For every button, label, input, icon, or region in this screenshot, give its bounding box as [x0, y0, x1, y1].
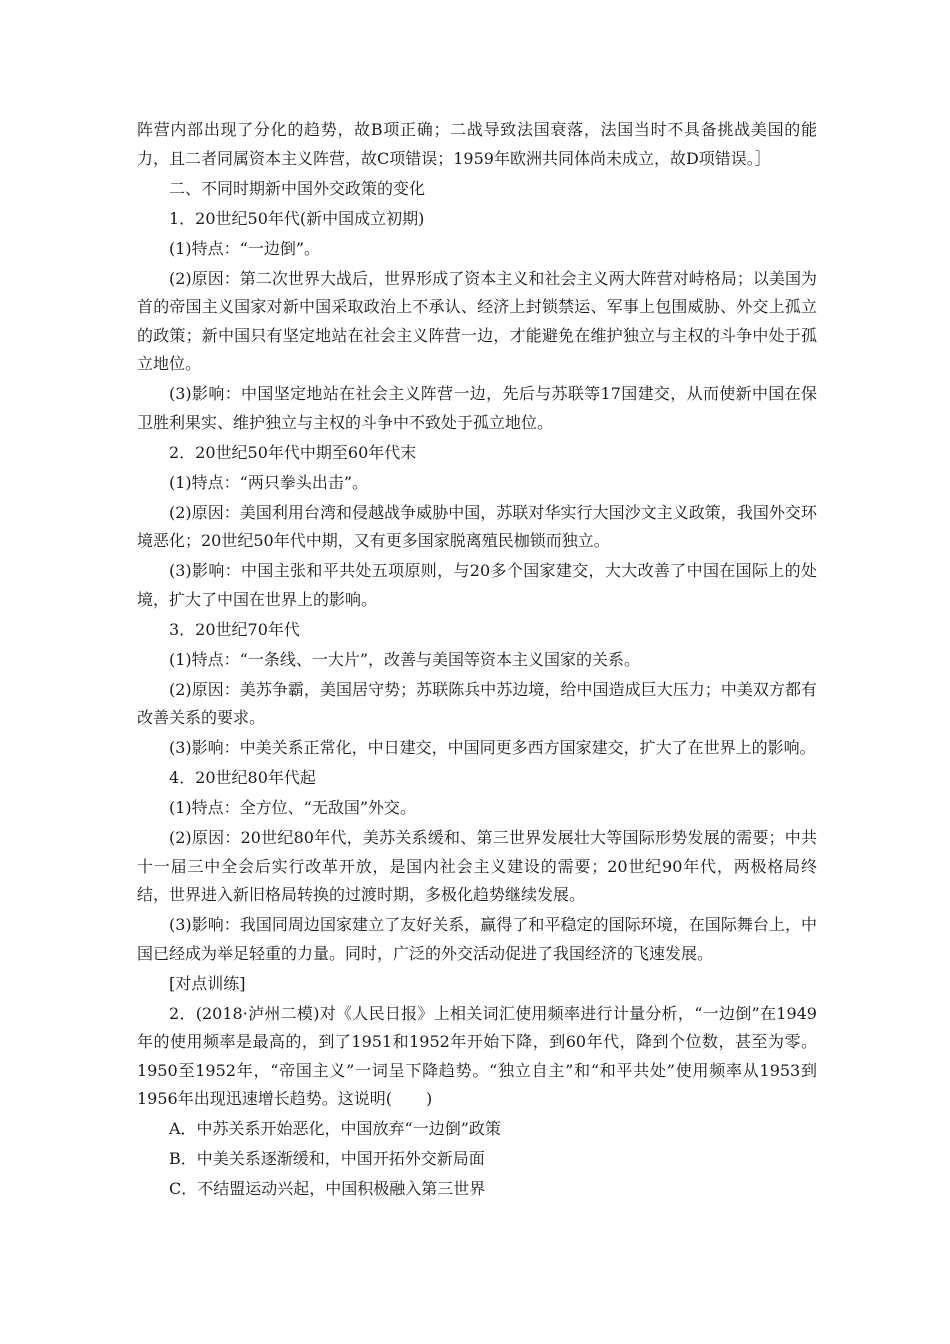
period-reason: (2)原因：美国利用台湾和侵越战争威胁中国，苏联对华实行大国沙文主义政策，我国外交环境恶化；20世纪50年代中期，又有更多国家脱离殖民枷锁而独立。	[137, 502, 817, 550]
period-heading: 2．20世纪50年代中期至60年代末	[169, 442, 417, 462]
period-4	[137, 764, 817, 968]
period-reason: (2)原因：20世纪80年代，美苏关系缓和、第三世界发展壮大等国际形势发展的需要；中共十一届三中全会后实行改革开放，是国内社会主义建设的需要；20世纪90年代，两极格局终结，世界进入新旧格局转换的过渡时期，多极化趋势继续发展。	[137, 828, 817, 904]
practice-label: [对点训练]	[169, 973, 246, 993]
period-feature: (1)特点：“两只拳头出击”。	[169, 472, 369, 492]
practice-question	[137, 1000, 817, 1114]
period-feature: (1)特点：全方位、“无敌国”外交。	[169, 798, 417, 817]
period-reason: (2)原因：第二次世界大战后，世界形成了资本主义和社会主义两大阵营对峙格局；以美国为首的帝国主义国家对新中国采取政治上不承认、经济上封锁禁运、军事上包围威胁、外交上孤立的政策；新中国只有坚定地站在社会主义阵营一边，才能避免在维护独立与主权的斗争中处于孤立地位。	[137, 268, 817, 373]
question-close: )	[425, 1089, 433, 1108]
period-impact: (3)影响：中美关系正常化，中日建交，中国同更多西方国家建交，扩大了在世界上的影响。	[169, 738, 816, 757]
period-1	[137, 205, 817, 438]
period-heading: 1．20世纪50年代(新中国成立初期)	[169, 208, 425, 228]
period-heading: 4．20世纪80年代起	[169, 768, 316, 787]
section-title: 二、不同时期新中国外交政策的变化	[169, 178, 426, 198]
period-reason: (2)原因：美苏争霸，美国居守势；苏联陈兵中苏边境，给中国造成巨大压力；中美双方都有改善关系的要求。	[137, 679, 817, 727]
option-a: A．中苏关系开始恶化，中国放弃“一边倒”政策	[169, 1119, 501, 1138]
answer-options	[137, 1115, 817, 1204]
period-impact: (3)影响：中国主张和平共处五项原则，与20多个国家建交，大大改善了中国在国际上的处境，扩大了中国在世界上的影响。	[137, 561, 817, 609]
option-b: B．中美关系逐渐缓和，中国开拓外交新局面	[169, 1149, 485, 1168]
period-heading: 3．20世纪70年代	[169, 619, 300, 639]
period-feature: (1)特点：“一边倒”。	[169, 238, 321, 258]
previous-answer-continuation: 阵营内部出现了分化的趋势，故B项正确；二战导致法国衰落，法国当时不具备挑战美国的能力，且二者同属资本主义阵营，故C项错误；1959年欧洲共同体尚未成立，故D项错误。］	[137, 120, 817, 168]
period-feature: (1)特点：“一条线、一大片”，改善与美国等资本主义国家的关系。	[169, 649, 641, 669]
period-impact: (3)影响：中国坚定地站在社会主义阵营一边，先后与苏联等17国建交，从而使新中国在保卫胜利果实、维护独立与主权的斗争中不致处于孤立地位。	[137, 384, 817, 432]
option-c: C．不结盟运动兴起，中国积极融入第三世界	[169, 1179, 486, 1198]
question-text: 2．(2018·泸州二模)对《人民日报》上相关词汇使用频率进行计量分析，“一边倒”在1949年的使用频率是最高的，到了1951和1952年开始下降，到60年代，降到个位数，甚至为零。1950至1952年，“帝国主义”一词呈下降趋势。“独立自主”和“和平共处”使用频率从1953到1956年出现迅速增长趋势。这说明(	[137, 1003, 817, 1108]
page-content	[137, 116, 817, 1204]
period-impact: (3)影响：我国同周边国家建立了友好关系，赢得了和平稳定的国际环境，在国际舞台上，中国已经成为举足轻重的力量。同时，广泛的外交活动促进了我国经济的飞速发展。	[137, 915, 817, 963]
period-2	[137, 439, 817, 615]
period-3	[137, 616, 817, 763]
